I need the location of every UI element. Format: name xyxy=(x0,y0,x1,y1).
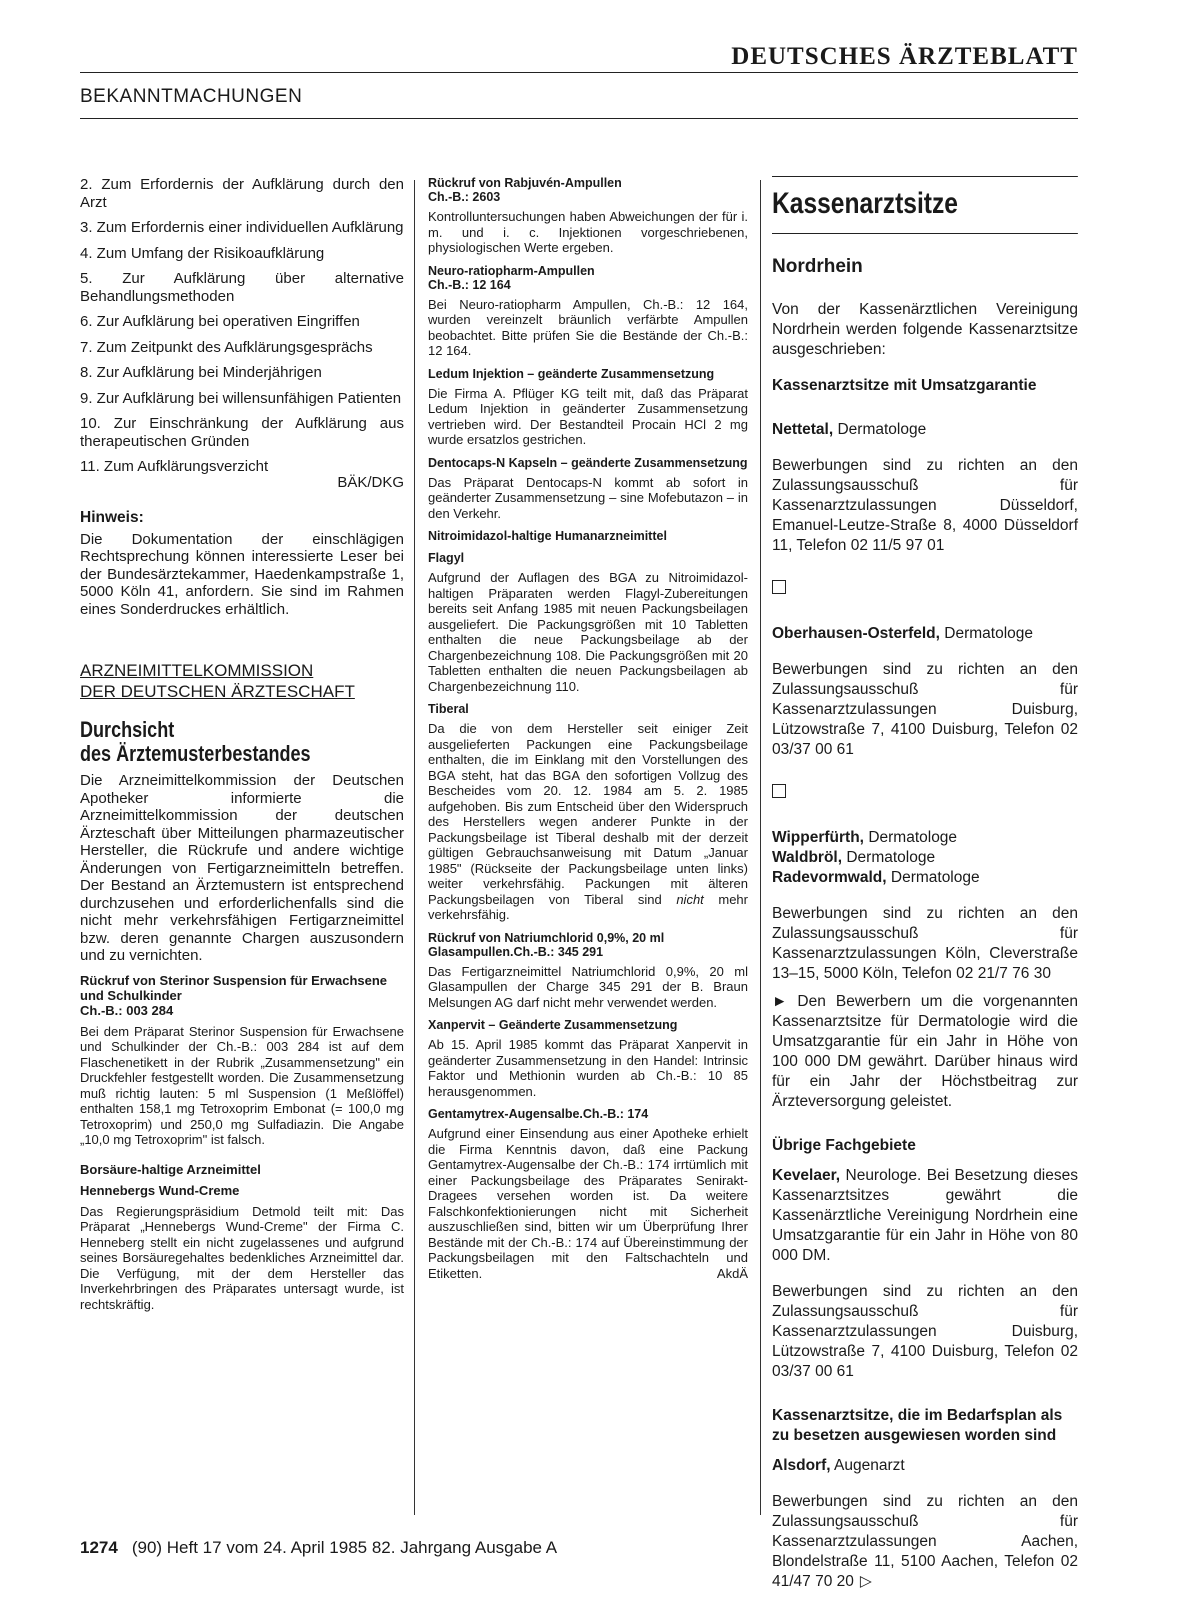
sterinor-charge: Ch.-B.: 003 284 xyxy=(80,1002,174,1018)
tiberal-text-a: Da die von dem Hersteller seit einiger Zeit ausgelieferten Packungen eine Packungsbeilage enthalten, die im Einklang mit den Vorstellungen des BGA steht, hat das BGA den sofortigen Vollzug des Bescheides vom 20. 12. 1984 am 5. 2. 1985 aufgehoben. Bis zum Entscheid über den Widerspruch des Herstellers wegen anderer Punkte in der Packungsbeilage ist Tiberal deshalb mit der derzeit gültigen Gebrauchsanweisung mit Datum „Januar 1985" (Rückseite der Packungsbeilage unten links) weiter verkehrsfähig. Packungen mit älteren Packungsbeilagen von Tiberal sind xyxy=(428,721,748,907)
article-title xyxy=(80,718,404,766)
waldbroel-specialty: Dermatologe xyxy=(846,849,936,866)
dentocaps-heading: Dentocaps-N Kapseln – geänderte Zusammensetzung xyxy=(428,455,748,470)
xanpervit-text: Ab 15. April 1985 kommt das Präparat Xanpervit in geänderter Zusammensetzung in den Handel: Intrinsic Faktor und Methionin wurden ab Ch.-B.: 10 85 herausgenommen. xyxy=(428,1037,748,1099)
article-title-line-1: Durchsicht xyxy=(80,717,175,742)
dermatology-note-text: Den Bewerbern um die vorgenannten Kassenarztsitze für Dermatologie wird die Umsatzgarantie für ein Jahr in Höhe von 100 000 DM gewährt. Darüber hinaus wird für ein Jahr der Höchstbeitrag zur Ärzteversorgung geleistet. xyxy=(772,993,1079,1110)
nettetal-specialty: Dermatologe xyxy=(837,421,927,438)
alsdorf-specialty: Augenarzt xyxy=(834,1457,905,1474)
neuro-charge: Ch.-B.: 12 164 xyxy=(428,277,511,292)
nettetal-entry xyxy=(772,420,1078,440)
kassenarztsitze-title: Kassenarztsitze xyxy=(772,176,1078,234)
wipperfuerth-city: Wipperfürth, xyxy=(772,829,864,846)
list-item: 9. Zur Aufklärung bei willensunfähigen Patienten xyxy=(80,389,402,407)
oberhausen-city: Oberhausen-Osterfeld, xyxy=(772,625,940,642)
xanpervit-heading: Xanpervit – Geänderte Zusammensetzung xyxy=(428,1018,678,1032)
header-rule-bottom xyxy=(80,118,1078,119)
ledum-heading: Ledum Injektion – geänderte Zusammensetzung xyxy=(428,366,715,381)
radevormwald-specialty: Dermatologe xyxy=(890,869,980,886)
flagyl-text: Aufgrund der Auflagen des BGA zu Nitroimidazol-haltigen Präparaten werden Flagyl-Zubereitungen bereits seit Anfang 1985 mit neuen Packungsbeilagen ausgeliefert. Die Packungsgrößen mit 10 Tabletten enthalten die neue Packungsbeilage ab der Chargenbezeichnung 108. Die Packungsgrößen mit 20 Tabletten enthalten die neuen Packungsbeilagen ab Chargenbezeichnung 110. xyxy=(428,570,748,694)
list-item: 8. Zur Aufklärung bei Minderjährigen xyxy=(80,364,322,381)
issue-info: (90) Heft 17 vom 24. April 1985 82. Jahrgang Ausgabe A xyxy=(131,1538,558,1557)
sterinor-text: Bei dem Präparat Sterinor Suspension für Erwachsene und Schulkinder der Ch.-B.: 003 284 ist auf dem Flaschenetikett in der Rubrik „Zusammensetzung" ein Druckfehler festgestellt worden. Die Zusammensetzung muß richtig lauten: 5 ml Suspension (1 Meßlöffel) enthalten 158,1 mg Tetroxoprim Embonat (= 100,0 mg Tetroxoprim) und 250,0 mg Sulfadiazin. Die Angabe „10,0 mg Tetroxoprim" ist falsch. xyxy=(80,1023,404,1147)
region-heading: Nordrhein xyxy=(772,256,863,277)
nettetal-application: Bewerbungen sind zu richten an den Zulassungsausschuß für Kassenarztzulassungen Düsseldorf, Emanuel-Leutze-Straße 8, 4000 Düsseldorf 11, Telefon 02 11/5 97 01 xyxy=(772,457,1078,554)
sterinor-heading xyxy=(80,973,404,1018)
page-footer xyxy=(80,1538,557,1558)
nitroimidazol-heading: Nitroimidazol-haltige Humanarzneimittel xyxy=(428,529,667,543)
list-item: 6. Zur Aufklärung bei operativen Eingriffen xyxy=(80,313,360,330)
flagyl-heading: Flagyl xyxy=(428,551,465,565)
tiberal-text-b: mehr verkehrsfähig. xyxy=(428,891,748,922)
waldbroel-entry xyxy=(772,848,1078,868)
rabjuven-heading-text: Rückruf von Rabjuvén-Ampullen xyxy=(428,176,622,190)
separator-box-2 xyxy=(772,784,1078,804)
alsdorf-entry xyxy=(772,1456,1078,1476)
natrium-text: Das Fertigarzneimittel Natriumchlorid 0,9%, 20 ml Glasampullen der Charge 345 291 der B. Braun Melsungen AG darf nicht mehr verwendet werden. xyxy=(428,963,748,1010)
article-title-line-2: des Ärztemusterbestandes xyxy=(80,741,311,766)
square-icon xyxy=(772,784,786,798)
signature-baek: BÄK/DKG xyxy=(337,473,404,491)
masthead: DEUTSCHES ÄRZTEBLATT xyxy=(731,43,1078,70)
radevormwald-entry xyxy=(772,868,1078,888)
signature-akdae: AkdÄ xyxy=(716,1266,748,1281)
kevelaer-text: Neurologe. Bei Besetzung dieses Kassenarztsitzes gewährt die Kassenärztliche Vereinigung Nordrhein eine Umsatzgarantie für ein Jahr in Höhe von 80 000 DM. xyxy=(772,1167,1078,1264)
rabjuven-heading xyxy=(428,176,748,204)
kevelaer-application: Bewerbungen sind zu richten an den Zulassungsausschuß für Kassenarztzulassungen Duisburg, Lützowstraße 7, 4100 Duisburg, Telefon 02 03/37 00 61 xyxy=(772,1283,1078,1380)
akd-line-2: DER DEUTSCHEN ÄRZTESCHAFT xyxy=(80,682,355,701)
ledum-text: Die Firma A. Pflüger KG teilt mit, daß das Präparat Ledum Injektion in geänderter Zusammensetzung vertrieben wird. Der Bestandteil Procain HCl 2 mg wurde ersatzlos gestrichen. xyxy=(428,385,748,447)
tiberal-emphasis: nicht xyxy=(676,891,704,907)
list-item: 5. Zur Aufklärung über alternative Behandlungsmethoden xyxy=(80,270,404,305)
kevelaer-city: Kevelaer, xyxy=(772,1167,841,1184)
kv-intro: Von der Kassenärztlichen Vereinigung Nordrhein werden folgende Kassenarztsitze ausgeschrieben: xyxy=(772,301,1078,358)
waldbroel-city: Waldbröl, xyxy=(772,849,843,866)
nettetal-city: Nettetal, xyxy=(772,421,834,438)
hinweis-text: Die Dokumentation der einschlägigen Rechtsprechung können interessierte Leser bei der Bundesärztekammer, Haedenkampstraße 1, 5000 Köln 41, anfordern. Sie sind im Rahmen eines Sonderdruckes erhältlich. xyxy=(80,530,404,618)
column-1 xyxy=(80,176,404,1312)
gentamytrex-text: Aufgrund einer Einsendung aus einer Apotheke erhielt die Firma Kenntnis davon, daß eine Packung Gentamytrex-Augensalbe der Ch.-B.: 174 irrtümlich mit einer Packungsbeilage des Präparates Senirakt-Dragees versehen worden ist. Da weitere Falschkonfektionierungen nicht mit Sicherheit auszuschließen sind, bitten wir um Überprüfung Ihrer Bestände mit der Ch.-B.: 174 auf Übereinstimmung der Packungsbeilagen mit den Faltschachteln und Etiketten. xyxy=(428,1126,748,1281)
koeln-application: Bewerbungen sind zu richten an den Zulassungsausschuß für Kassenarztzulassungen Köln, Cleverstraße 13–15, 5000 Köln, Telefon 02 21/7 76 30 xyxy=(772,905,1078,982)
neuro-heading xyxy=(428,264,748,292)
list-item: 2. Zum Erfordernis der Aufklärung durch den Arzt xyxy=(80,176,404,211)
alsdorf-city: Alsdorf, xyxy=(772,1457,831,1474)
henneberg-heading: Hennebergs Wund-Creme xyxy=(80,1182,240,1198)
uebrige-heading: Übrige Fachgebiete xyxy=(772,1137,916,1154)
list-item: 7. Zum Zeitpunkt des Aufklärungsgesprächs xyxy=(80,338,373,356)
tiberal-text xyxy=(428,721,748,923)
aachen-application-text: Bewerbungen sind zu richten an den Zulassungsausschuß für Kassenarztzulassungen Aachen, Blondelstraße 11, 5100 Aachen, Telefon 02 41/47 70 20 xyxy=(772,1493,1078,1590)
akd-heading xyxy=(80,660,404,702)
continue-arrow-icon: ▷ xyxy=(859,1573,872,1590)
list-item: 3. Zum Erfordernis einer individuellen Aufklärung xyxy=(80,219,404,236)
akd-line-1: ARZNEIMITTELKOMMISSION xyxy=(80,661,314,680)
oberhausen-specialty: Dermatologe xyxy=(944,625,1034,642)
column-divider-2 xyxy=(760,180,761,1515)
sterinor-heading-text: Rückruf von Sterinor Suspension für Erwachsene und Schulkinder xyxy=(80,972,388,1003)
borsaeure-heading: Borsäure-haltige Arzneimittel xyxy=(80,1161,261,1177)
dentocaps-text: Das Präparat Dentocaps-N kommt ab sofort in geänderter Zusammensetzung – sine Mofebutazon – in den Verkehr. xyxy=(428,474,748,521)
article-intro: Die Arzneimittelkommission der Deutschen Apotheker informierte die Arzneimittelkommission der deutschen Ärzteschaft über Mitteilungen pharmazeutischer Hersteller, die Rückrufe und andere wichtige Änderungen von Fertigarzneimitteln betreffen. Der Bestand an Ärztemustern ist entsprechend durchzusehen und erforderlichenfalls sind die nicht mehr verkehrsfähigen Fertigarzneimittel bzw. deren genannte Chargen auszusondern und zu vernichten. xyxy=(80,772,404,964)
aachen-application xyxy=(772,1492,1078,1592)
list-item: 11. Zum Aufklärungsverzicht xyxy=(80,458,269,475)
henneberg-text: Das Regierungspräsidium Detmold teilt mit: Das Präparat „Hennebergs Wund-Creme" der Firma C. Henneberg stellt ein nicht zugelassenes und aufgrund seines Borsäuregehaltes bedenkliches Arzneimittel dar. Die Verfügung, mit der dem Hersteller das Inverkehrbringen des Präparates untersagt wurde, ist rechtskräftig. xyxy=(80,1203,404,1312)
column-divider-1 xyxy=(414,180,415,1515)
wipperfuerth-specialty: Dermatologe xyxy=(868,829,958,846)
neuro-heading-text: Neuro-ratiopharm-Ampullen xyxy=(428,263,595,278)
section-title: BEKANNTMACHUNGEN xyxy=(80,86,303,107)
square-icon xyxy=(772,580,786,594)
oberhausen-application: Bewerbungen sind zu richten an den Zulassungsausschuß für Kassenarztzulassungen Duisburg, Lützowstraße 7, 4100 Duisburg, Telefon 02 03/37 00 61 xyxy=(772,661,1078,758)
dermatology-note xyxy=(772,992,1078,1112)
bedarfsplan-heading: Kassenarztsitze, die im Bedarfsplan als zu besetzen ausgewiesen worden sind xyxy=(772,1407,1063,1444)
radevormwald-city: Radevormwald, xyxy=(772,869,887,886)
rabjuven-charge: Ch.-B.: 2603 xyxy=(428,190,501,204)
separator-box-1 xyxy=(772,580,1078,600)
kevelaer-entry xyxy=(772,1166,1078,1266)
page-number: 1274 xyxy=(80,1538,118,1557)
triangle-right-icon: ► xyxy=(772,993,788,1010)
natrium-heading: Rückruf von Natriumchlorid 0,9%, 20 ml Glasampullen.Ch.-B.: 345 291 xyxy=(428,930,665,959)
gentamytrex-heading: Gentamytrex-Augensalbe.Ch.-B.: 174 xyxy=(428,1107,649,1121)
rabjuven-text: Kontrolluntersuchungen haben Abweichungen der für i. m. und i. c. Injektionen vorgeschriebenen, physiologischen Werte ergeben. xyxy=(428,209,748,255)
list-item: 10. Zur Einschränkung der Aufklärung aus therapeutischen Gründen xyxy=(80,415,404,450)
wipperfuerth-entry xyxy=(772,828,1078,848)
neuro-text: Bei Neuro-ratiopharm Ampullen, Ch.-B.: 12 164, wurden vereinzelt bräunlich verfärbte Ampullen beobachtet. Bitte prüfen Sie die Bestände der Ch.-B.: 12 164. xyxy=(428,296,748,358)
column-2 xyxy=(428,176,748,1282)
column-3 xyxy=(772,176,1078,1592)
list-item: 4. Zum Umfang der Risikoaufklärung xyxy=(80,244,325,262)
hinweis-title: Hinweis: xyxy=(80,509,144,526)
header-rule-top xyxy=(80,72,1078,73)
oberhausen-entry xyxy=(772,624,1078,644)
umsatzgarantie-heading: Kassenarztsitze mit Umsatzgarantie xyxy=(772,377,1037,394)
tiberal-heading: Tiberal xyxy=(428,702,469,716)
